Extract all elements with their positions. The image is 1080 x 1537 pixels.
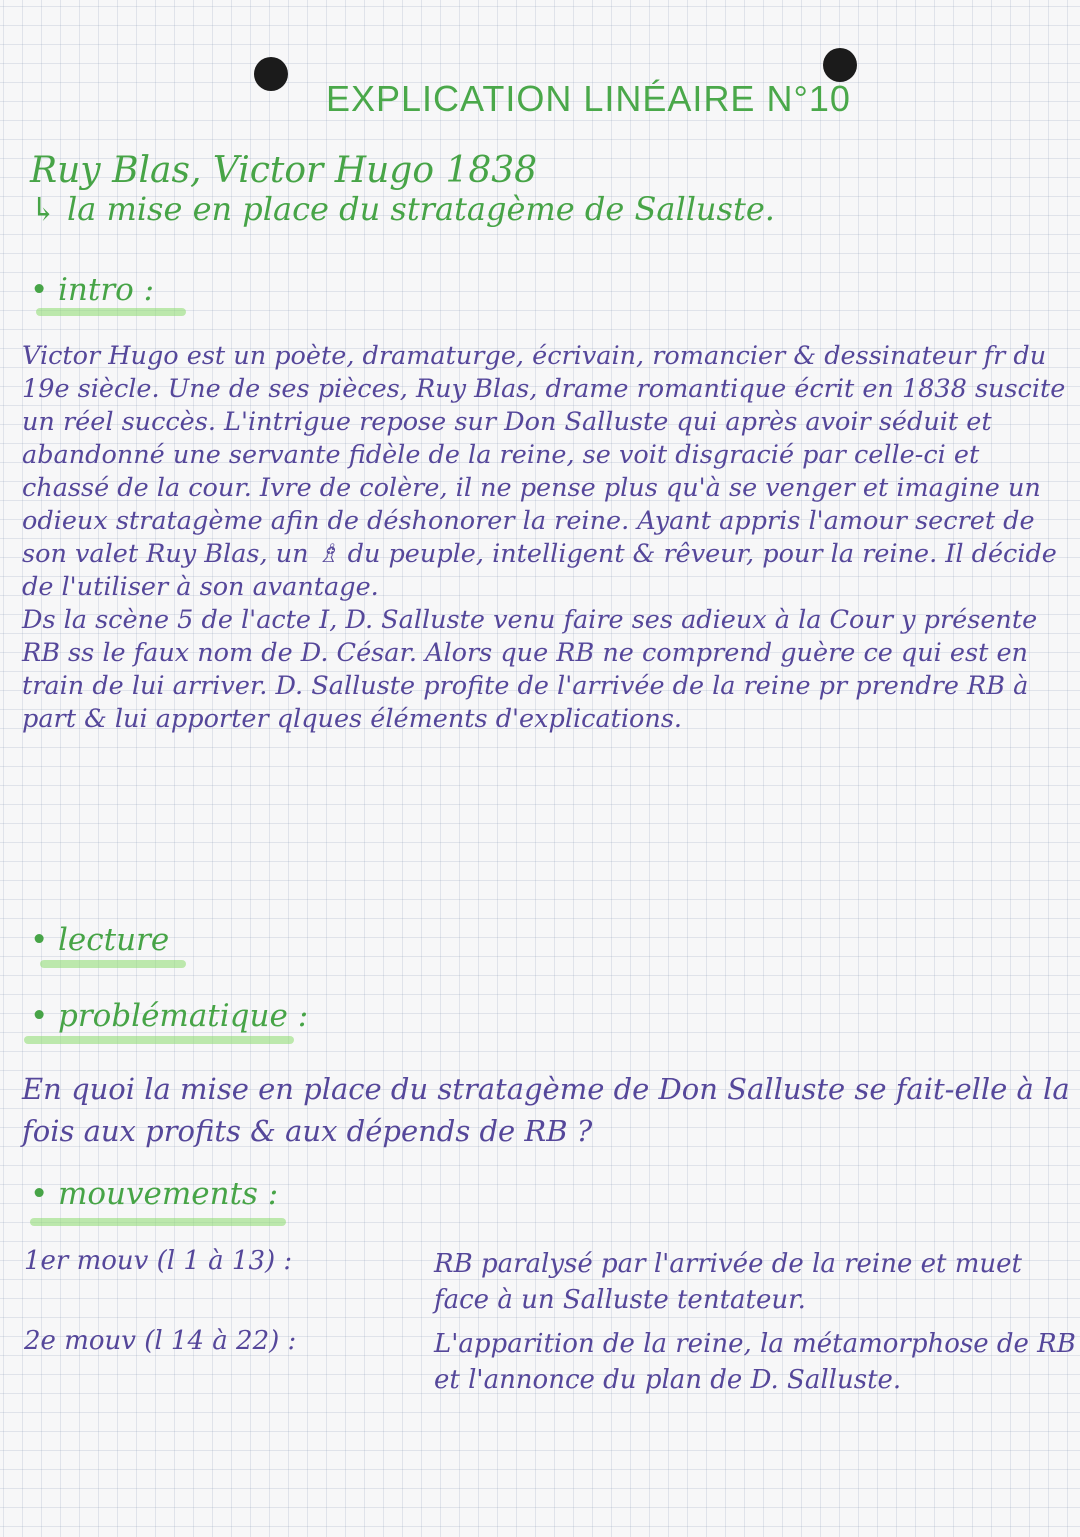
highlight-underline bbox=[30, 1218, 286, 1226]
punch-hole-right bbox=[823, 48, 857, 82]
bullet-icon: • bbox=[30, 998, 49, 1034]
highlight-underline bbox=[36, 308, 186, 316]
section-mouvements-label: mouvements : bbox=[58, 1176, 279, 1212]
section-mouvements-heading bbox=[30, 1176, 278, 1212]
highlight-underline bbox=[40, 960, 186, 968]
section-lecture-heading bbox=[30, 922, 169, 958]
mouvement-description: L'apparition de la reine, la métamorphose de RB et l'annonce du plan de D. Salluste. bbox=[434, 1329, 1076, 1395]
mouvement-item bbox=[24, 1246, 1074, 1326]
section-problematique-heading bbox=[30, 998, 308, 1034]
work-subtitle: ↳ la mise en place du stratagème de Salluste. bbox=[30, 190, 775, 228]
intro-text bbox=[22, 340, 1072, 736]
section-intro-heading bbox=[30, 272, 154, 308]
problematique-text: En quoi la mise en place du stratagème de Don Salluste se fait-elle à la fois aux profits & aux dépends de RB ? bbox=[22, 1072, 1070, 1148]
mouvements-list bbox=[24, 1246, 1074, 1446]
bullet-icon: • bbox=[30, 922, 49, 958]
punch-hole-left bbox=[254, 57, 288, 91]
mouvement-description: RB paralysé par l'arrivée de la reine et muet face à un Salluste tentateur. bbox=[434, 1249, 1022, 1315]
section-lecture-label: lecture bbox=[58, 922, 170, 958]
intro-paragraph-2: Ds la scène 5 de l'acte I, D. Salluste venu faire ses adieux à la Cour y présente RB ss le faux nom de D. César. Alors que RB ne comprend guère ce qui est en train de lui arriver. D. Salluste profite de l'arrivée de la reine pr prendre RB à part & lui apporter qlques éléments d'explications. bbox=[22, 605, 1038, 734]
page-title: EXPLICATION LINÉAIRE N°10 bbox=[326, 78, 851, 119]
mouvement-label: 1er mouv (l 1 à 13) : bbox=[24, 1246, 293, 1276]
work-reference: Ruy Blas, Victor Hugo 1838 bbox=[30, 150, 538, 191]
mouvement-label: 2e mouv (l 14 à 22) : bbox=[24, 1326, 297, 1356]
section-intro-label: intro : bbox=[58, 272, 155, 308]
bullet-icon: • bbox=[30, 272, 49, 308]
intro-paragraph-1: Victor Hugo est un poète, dramaturge, écrivain, romancier & dessinateur fr du 19e siècle. Une de ses pièces, Ruy Blas, drame romantique écrit en 1838 suscite un réel succès. L'intrigue repose sur Don Salluste qui après avoir séduit et abandonné une servante fidèle de la reine, se voit disgracié par celle-ci et chassé de la cour. Ivre de colère, il ne pense plus qu'à se venger et imagine un odieux stratagème afin de déshonorer la reine. Ayant appris l'amour secret de son valet Ruy Blas, un ♗ du peuple, intelligent & rêveur, pour la reine. Il décide de l'utiliser à son avantage. bbox=[22, 341, 1066, 602]
mouvement-item bbox=[24, 1326, 1074, 1446]
section-problematique-label: problématique : bbox=[58, 998, 309, 1034]
highlight-underline bbox=[24, 1036, 294, 1044]
bullet-icon: • bbox=[30, 1176, 49, 1212]
